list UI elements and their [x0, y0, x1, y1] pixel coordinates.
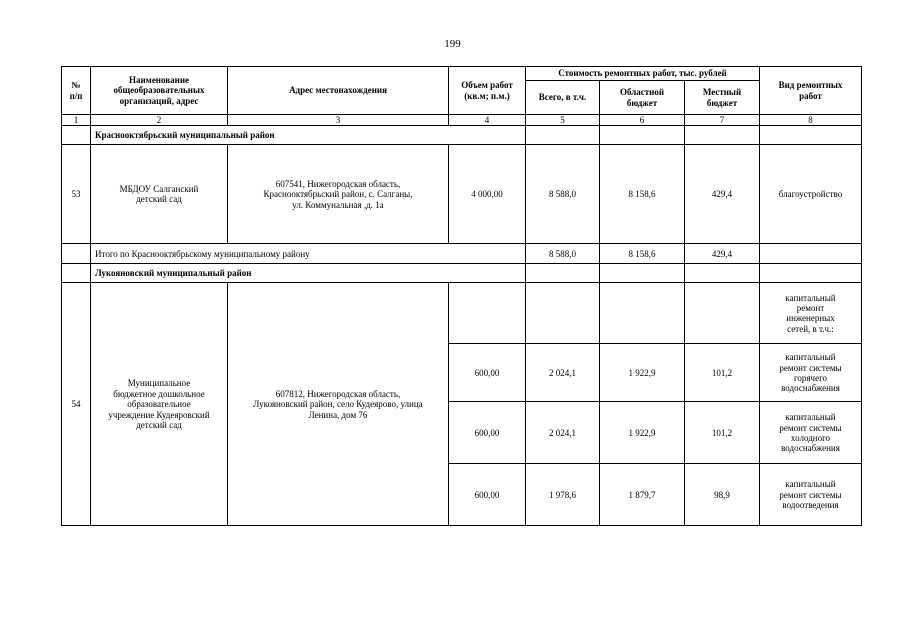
header-volume: Объем работ (кв.м; п.м.) [449, 67, 526, 115]
cost-total: 2 024,1 [526, 402, 600, 464]
column-number: 6 [600, 115, 685, 126]
work-type: капитальный ремонт системы горячего водоснабжения [760, 344, 862, 402]
column-number: 7 [685, 115, 760, 126]
volume: 600,00 [449, 344, 526, 402]
table-row [62, 145, 862, 244]
cost-regional: 1 879,7 [600, 464, 685, 526]
header-num: № п/п [62, 67, 91, 115]
district-section-row [62, 126, 862, 145]
header-org-name: Наименование общеобразовательных организаций, адрес [91, 67, 228, 115]
cost-total: 2 024,1 [526, 344, 600, 402]
cost-regional: 1 922,9 [600, 344, 685, 402]
org-name: Муниципальное бюджетное дошкольное образовательное учреждение Кудеяровский детский сад [91, 283, 228, 526]
cost-regional [600, 283, 685, 344]
column-number: 1 [62, 115, 91, 126]
cost-local: 98,9 [685, 464, 760, 526]
district-title: Лукояновский муниципальный район [91, 264, 526, 283]
volume [449, 283, 526, 344]
header-local: Местный бюджет [685, 81, 760, 115]
column-number: 4 [449, 115, 526, 126]
work-type: капитальный ремонт системы водоотведения [760, 464, 862, 526]
volume: 600,00 [449, 464, 526, 526]
cost-local: 429,4 [685, 145, 760, 244]
cost-total: 1 978,6 [526, 464, 600, 526]
column-number: 3 [228, 115, 449, 126]
work-type: капитальный ремонт инженерных сетей, в т.ч.: [760, 283, 862, 344]
address: 607812, Нижегородская область, Лукояновский район, село Кудеярово, улица Ленина, дом 76 [228, 283, 449, 526]
header-cost-group: Стоимость ремонтных работ, тыс. рублей [526, 67, 760, 81]
header-address: Адрес местонахождения [228, 67, 449, 115]
volume: 4 000,00 [449, 145, 526, 244]
page-number: 199 [444, 38, 461, 50]
district-title: Краснооктябрьский муниципальный район [91, 126, 526, 145]
cost-total: 8 588,0 [526, 145, 600, 244]
cost-local: 101,2 [685, 344, 760, 402]
work-type: благоустройство [760, 145, 862, 244]
header-regional: Областной бюджет [600, 81, 685, 115]
work-type: капитальный ремонт системы холодного водоснабжения [760, 402, 862, 464]
cost-local: 101,2 [685, 402, 760, 464]
cost-regional: 1 922,9 [600, 402, 685, 464]
volume: 600,00 [449, 402, 526, 464]
repair-works-table [61, 66, 862, 526]
row-num: 54 [62, 283, 91, 526]
district-section-row [62, 264, 862, 283]
table-row [62, 283, 862, 344]
cost-total [526, 283, 600, 344]
total-regional: 8 158,6 [600, 244, 685, 264]
column-number: 8 [760, 115, 862, 126]
header-work-type: Вид ремонтных работ [760, 67, 862, 115]
row-num: 53 [62, 145, 91, 244]
district-total-row [62, 244, 862, 264]
total-local: 429,4 [685, 244, 760, 264]
column-number: 5 [526, 115, 600, 126]
header-total: Всего, в т.ч. [526, 81, 600, 115]
header-row-1 [62, 67, 862, 81]
total-sum: 8 588,0 [526, 244, 600, 264]
column-number: 2 [91, 115, 228, 126]
district-total-title: Итого по Краснооктябрьскому муниципальному району [91, 244, 526, 264]
address: 607541, Нижегородская область, Краснооктябрьский район, с. Салганы, ул. Коммунальная ,д. 1а [228, 145, 449, 244]
cost-local [685, 283, 760, 344]
column-numbers-row [62, 115, 862, 126]
cost-regional: 8 158,6 [600, 145, 685, 244]
org-name: МБДОУ Салганский детский сад [91, 145, 228, 244]
